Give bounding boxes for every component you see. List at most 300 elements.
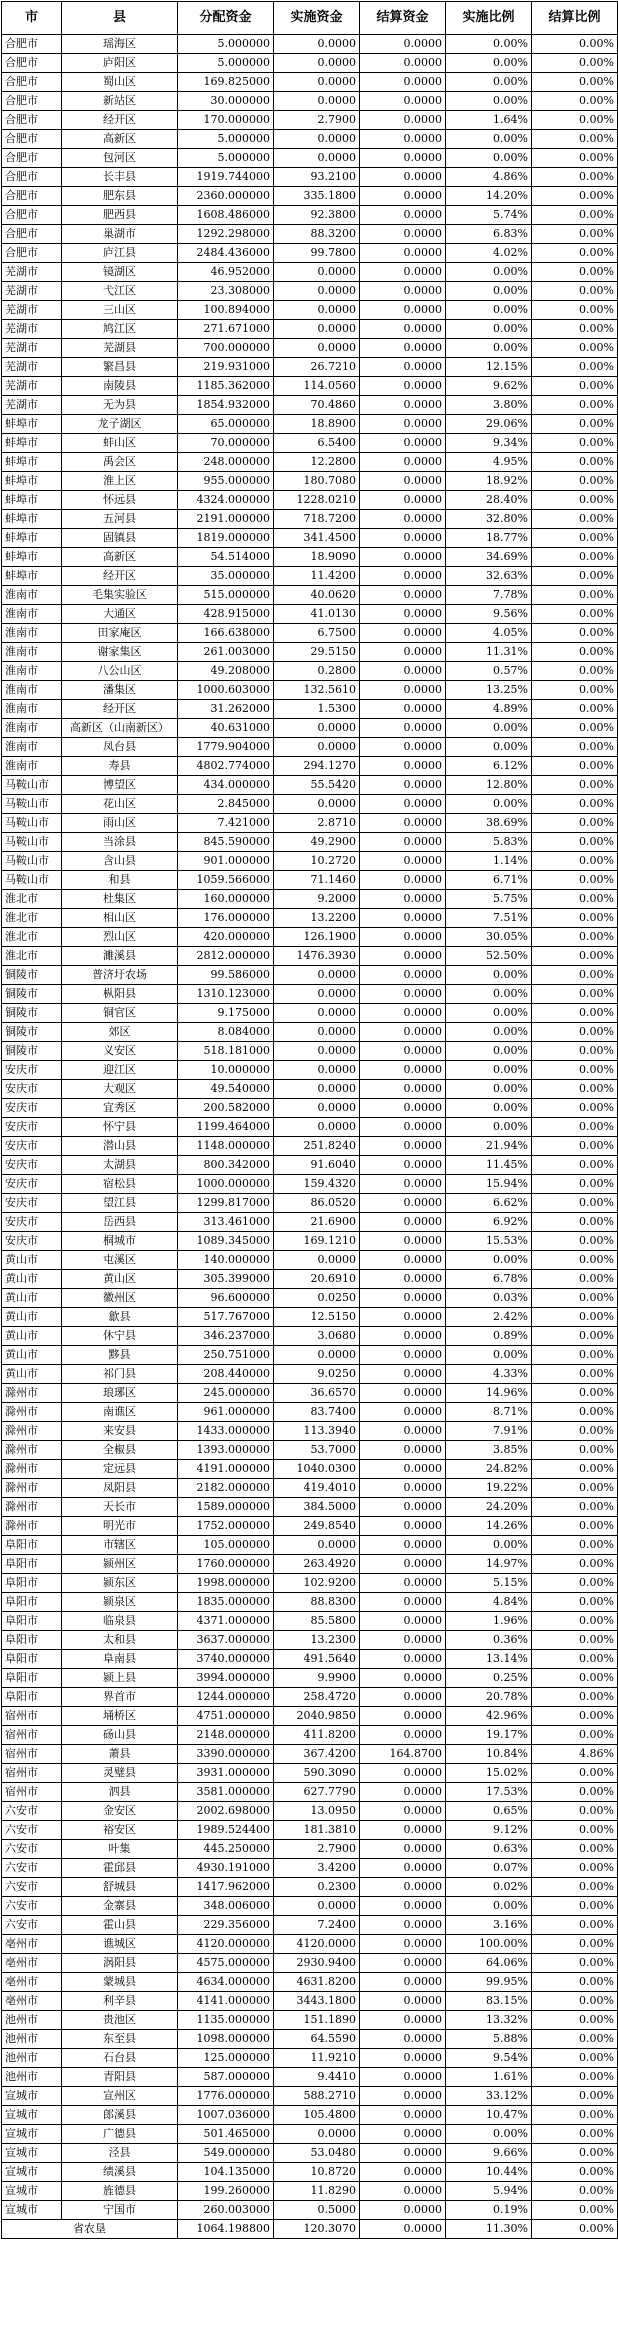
cell-settled: 0.0000 — [360, 491, 446, 510]
cell-settle-ratio: 0.00% — [532, 92, 618, 111]
cell-settle-ratio: 0.00% — [532, 1574, 618, 1593]
cell-city: 芜湖市 — [2, 396, 62, 415]
cell-impl-ratio: 1.96% — [446, 1612, 532, 1631]
cell-allocated: 3994.000000 — [178, 1669, 274, 1688]
cell-implemented: 70.4860 — [274, 396, 360, 415]
cell-impl-ratio: 0.00% — [446, 282, 532, 301]
cell-implemented: 11.8290 — [274, 2182, 360, 2201]
cell-impl-ratio: 8.71% — [446, 1403, 532, 1422]
cell-settle-ratio: 0.00% — [532, 833, 618, 852]
cell-allocated: 1835.000000 — [178, 1593, 274, 1612]
table-row — [2, 149, 618, 168]
cell-settle-ratio: 0.00% — [532, 1650, 618, 1669]
cell-impl-ratio: 24.82% — [446, 1460, 532, 1479]
cell-settled: 0.0000 — [360, 1821, 446, 1840]
cell-settled: 0.0000 — [360, 719, 446, 738]
cell-county: 石台县 — [62, 2049, 178, 2068]
cell-settle-ratio: 0.00% — [532, 1213, 618, 1232]
cell-settle-ratio: 0.00% — [532, 35, 618, 54]
cell-implemented: 411.8200 — [274, 1726, 360, 1745]
cell-settled: 0.0000 — [360, 966, 446, 985]
cell-settle-ratio: 0.00% — [532, 1118, 618, 1137]
cell-allocated: 3740.000000 — [178, 1650, 274, 1669]
cell-city: 黄山市 — [2, 1289, 62, 1308]
cell-implemented: 85.5800 — [274, 1612, 360, 1631]
table-row — [2, 1650, 618, 1669]
cell-city: 六安市 — [2, 1840, 62, 1859]
cell-allocated: 229.356000 — [178, 1916, 274, 1935]
cell-city: 六安市 — [2, 1878, 62, 1897]
cell-city: 黄山市 — [2, 1365, 62, 1384]
cell-settled: 0.0000 — [360, 2182, 446, 2201]
cell-county: 郊区 — [62, 1023, 178, 1042]
cell-city: 淮南市 — [2, 605, 62, 624]
cell-settle-ratio: 0.00% — [532, 643, 618, 662]
table-row — [2, 301, 618, 320]
cell-allocated: 70.000000 — [178, 434, 274, 453]
cell-impl-ratio: 9.54% — [446, 2049, 532, 2068]
cell-settled: 0.0000 — [360, 1270, 446, 1289]
cell-settled: 0.0000 — [360, 700, 446, 719]
cell-implemented: 26.7210 — [274, 358, 360, 377]
cell-implemented: 491.5640 — [274, 1650, 360, 1669]
table-row — [2, 2144, 618, 2163]
cell-implemented: 263.4920 — [274, 1555, 360, 1574]
table-row — [2, 966, 618, 985]
cell-county: 岳西县 — [62, 1213, 178, 1232]
cell-implemented: 0.0000 — [274, 1042, 360, 1061]
cell-implemented: 99.7800 — [274, 244, 360, 263]
cell-allocated: 4634.000000 — [178, 1973, 274, 1992]
cell-implemented: 9.0250 — [274, 1365, 360, 1384]
cell-city: 铜陵市 — [2, 966, 62, 985]
table-row — [2, 909, 618, 928]
cell-city: 池州市 — [2, 2011, 62, 2030]
cell-settle-ratio: 0.00% — [532, 1631, 618, 1650]
cell-impl-ratio: 10.47% — [446, 2106, 532, 2125]
cell-settled: 0.0000 — [360, 909, 446, 928]
cell-allocated: 1059.566000 — [178, 871, 274, 890]
table-row — [2, 1042, 618, 1061]
cell-total-impl-ratio: 11.30% — [446, 2220, 532, 2239]
cell-settle-ratio: 0.00% — [532, 795, 618, 814]
cell-county: 霍山县 — [62, 1916, 178, 1935]
table-row — [2, 244, 618, 263]
cell-settled: 0.0000 — [360, 985, 446, 1004]
cell-allocated: 845.590000 — [178, 833, 274, 852]
cell-settled: 0.0000 — [360, 662, 446, 681]
cell-settle-ratio: 0.00% — [532, 2087, 618, 2106]
cell-city: 宿州市 — [2, 1707, 62, 1726]
cell-city: 亳州市 — [2, 1992, 62, 2011]
table-row — [2, 1061, 618, 1080]
cell-allocated: 1299.817000 — [178, 1194, 274, 1213]
cell-implemented: 4120.0000 — [274, 1935, 360, 1954]
cell-allocated: 4371.000000 — [178, 1612, 274, 1631]
cell-implemented: 0.2300 — [274, 1878, 360, 1897]
cell-city: 安庆市 — [2, 1194, 62, 1213]
cell-county: 蒙城县 — [62, 1973, 178, 1992]
cell-county: 歙县 — [62, 1308, 178, 1327]
cell-allocated: 5.000000 — [178, 54, 274, 73]
cell-impl-ratio: 15.02% — [446, 1764, 532, 1783]
cell-implemented: 83.7400 — [274, 1403, 360, 1422]
cell-allocated: 4324.000000 — [178, 491, 274, 510]
cell-county: 天长市 — [62, 1498, 178, 1517]
cell-allocated: 260.003000 — [178, 2201, 274, 2220]
cell-allocated: 348.006000 — [178, 1897, 274, 1916]
cell-city: 芜湖市 — [2, 263, 62, 282]
cell-county: 叶集 — [62, 1840, 178, 1859]
cell-allocated: 1760.000000 — [178, 1555, 274, 1574]
cell-county: 颍泉区 — [62, 1593, 178, 1612]
cell-settled: 0.0000 — [360, 1726, 446, 1745]
cell-allocated: 1199.464000 — [178, 1118, 274, 1137]
cell-settled: 0.0000 — [360, 1213, 446, 1232]
cell-settled: 0.0000 — [360, 947, 446, 966]
cell-impl-ratio: 0.00% — [446, 130, 532, 149]
cell-implemented: 258.4720 — [274, 1688, 360, 1707]
cell-allocated: 10.000000 — [178, 1061, 274, 1080]
cell-county: 庐江县 — [62, 244, 178, 263]
cell-settle-ratio: 0.00% — [532, 244, 618, 263]
cell-implemented: 4631.8200 — [274, 1973, 360, 1992]
cell-impl-ratio: 7.91% — [446, 1422, 532, 1441]
table-row — [2, 643, 618, 662]
cell-county: 谢家集区 — [62, 643, 178, 662]
cell-implemented: 0.0000 — [274, 1004, 360, 1023]
cell-county: 颍东区 — [62, 1574, 178, 1593]
cell-settled: 0.0000 — [360, 35, 446, 54]
cell-allocated: 346.237000 — [178, 1327, 274, 1346]
cell-county: 阜南县 — [62, 1650, 178, 1669]
cell-impl-ratio: 0.00% — [446, 339, 532, 358]
cell-city: 蚌埠市 — [2, 567, 62, 586]
cell-settle-ratio: 0.00% — [532, 890, 618, 909]
cell-allocated: 3390.000000 — [178, 1745, 274, 1764]
cell-settled: 0.0000 — [360, 1498, 446, 1517]
cell-implemented: 294.1270 — [274, 757, 360, 776]
cell-city: 蚌埠市 — [2, 510, 62, 529]
cell-settled: 0.0000 — [360, 1004, 446, 1023]
cell-implemented: 0.0000 — [274, 73, 360, 92]
table-row — [2, 700, 618, 719]
cell-city: 淮南市 — [2, 624, 62, 643]
cell-impl-ratio: 30.05% — [446, 928, 532, 947]
cell-allocated: 1779.904000 — [178, 738, 274, 757]
cell-county: 屯溪区 — [62, 1251, 178, 1270]
cell-impl-ratio: 32.63% — [446, 567, 532, 586]
cell-city: 铜陵市 — [2, 1042, 62, 1061]
table-row — [2, 358, 618, 377]
cell-settle-ratio: 0.00% — [532, 1764, 618, 1783]
cell-settle-ratio: 0.00% — [532, 2163, 618, 2182]
cell-allocated: 245.000000 — [178, 1384, 274, 1403]
cell-impl-ratio: 4.05% — [446, 624, 532, 643]
cell-county: 潜山县 — [62, 1137, 178, 1156]
cell-settle-ratio: 0.00% — [532, 1251, 618, 1270]
table-row — [2, 1498, 618, 1517]
cell-settle-ratio: 0.00% — [532, 909, 618, 928]
cell-settle-ratio: 0.00% — [532, 1897, 618, 1916]
cell-settled: 0.0000 — [360, 282, 446, 301]
cell-implemented: 181.3810 — [274, 1821, 360, 1840]
cell-implemented: 384.5000 — [274, 1498, 360, 1517]
cell-impl-ratio: 21.94% — [446, 1137, 532, 1156]
cell-allocated: 1752.000000 — [178, 1517, 274, 1536]
cell-implemented: 6.5400 — [274, 434, 360, 453]
cell-implemented: 0.0000 — [274, 1897, 360, 1916]
cell-county: 弋江区 — [62, 282, 178, 301]
cell-city: 阜阳市 — [2, 1669, 62, 1688]
cell-allocated: 49.540000 — [178, 1080, 274, 1099]
cell-settled: 0.0000 — [360, 1099, 446, 1118]
cell-settle-ratio: 0.00% — [532, 320, 618, 339]
cell-county: 怀远县 — [62, 491, 178, 510]
table-row — [2, 1137, 618, 1156]
cell-implemented: 159.4320 — [274, 1175, 360, 1194]
cell-implemented: 0.0000 — [274, 719, 360, 738]
cell-impl-ratio: 18.92% — [446, 472, 532, 491]
cell-settled: 0.0000 — [360, 1878, 446, 1897]
cell-settled: 0.0000 — [360, 1251, 446, 1270]
cell-city: 宣城市 — [2, 2125, 62, 2144]
cell-impl-ratio: 0.00% — [446, 54, 532, 73]
cell-impl-ratio: 0.63% — [446, 1840, 532, 1859]
cell-settled: 0.0000 — [360, 2049, 446, 2068]
cell-city: 滁州市 — [2, 1498, 62, 1517]
table-row — [2, 1669, 618, 1688]
cell-county: 来安县 — [62, 1422, 178, 1441]
cell-allocated: 8.084000 — [178, 1023, 274, 1042]
cell-allocated: 125.000000 — [178, 2049, 274, 2068]
cell-city: 淮南市 — [2, 586, 62, 605]
cell-county: 泾县 — [62, 2144, 178, 2163]
cell-implemented: 0.0000 — [274, 339, 360, 358]
cell-county: 临泉县 — [62, 1612, 178, 1631]
table-row — [2, 1897, 618, 1916]
table-row — [2, 1859, 618, 1878]
cell-settle-ratio: 0.00% — [532, 1023, 618, 1042]
table-row — [2, 1954, 618, 1973]
cell-settle-ratio: 0.00% — [532, 1460, 618, 1479]
cell-settled: 0.0000 — [360, 2087, 446, 2106]
cell-settle-ratio: 0.00% — [532, 1156, 618, 1175]
table-row — [2, 1878, 618, 1897]
cell-implemented: 0.0000 — [274, 1536, 360, 1555]
cell-allocated: 176.000000 — [178, 909, 274, 928]
cell-county: 潘集区 — [62, 681, 178, 700]
cell-city: 合肥市 — [2, 92, 62, 111]
table-row — [2, 396, 618, 415]
cell-implemented: 0.5000 — [274, 2201, 360, 2220]
cell-implemented: 105.4800 — [274, 2106, 360, 2125]
cell-allocated: 501.465000 — [178, 2125, 274, 2144]
cell-settled: 0.0000 — [360, 548, 446, 567]
cell-settled: 0.0000 — [360, 415, 446, 434]
cell-impl-ratio: 15.94% — [446, 1175, 532, 1194]
cell-impl-ratio: 13.14% — [446, 1650, 532, 1669]
cell-county: 普济圩农场 — [62, 966, 178, 985]
cell-allocated: 1433.000000 — [178, 1422, 274, 1441]
table-row — [2, 263, 618, 282]
table-row — [2, 1992, 618, 2011]
cell-impl-ratio: 6.78% — [446, 1270, 532, 1289]
cell-allocated: 1000.000000 — [178, 1175, 274, 1194]
cell-settle-ratio: 0.00% — [532, 187, 618, 206]
cell-county: 含山县 — [62, 852, 178, 871]
table-row — [2, 73, 618, 92]
cell-county: 望江县 — [62, 1194, 178, 1213]
cell-county: 五河县 — [62, 510, 178, 529]
cell-settled: 0.0000 — [360, 1118, 446, 1137]
cell-settle-ratio: 0.00% — [532, 1935, 618, 1954]
cell-allocated: 100.894000 — [178, 301, 274, 320]
cell-allocated: 140.000000 — [178, 1251, 274, 1270]
table-row — [2, 1479, 618, 1498]
table-row — [2, 586, 618, 605]
cell-impl-ratio: 14.20% — [446, 187, 532, 206]
cell-county: 颍州区 — [62, 1555, 178, 1574]
cell-settle-ratio: 0.00% — [532, 700, 618, 719]
cell-settle-ratio: 0.00% — [532, 852, 618, 871]
cell-impl-ratio: 0.00% — [446, 73, 532, 92]
cell-impl-ratio: 6.83% — [446, 225, 532, 244]
cell-settle-ratio: 0.00% — [532, 1099, 618, 1118]
cell-city: 铜陵市 — [2, 1004, 62, 1023]
cell-city: 阜阳市 — [2, 1555, 62, 1574]
table-row — [2, 1023, 618, 1042]
cell-allocated: 2484.436000 — [178, 244, 274, 263]
cell-impl-ratio: 0.00% — [446, 263, 532, 282]
cell-settled: 0.0000 — [360, 1308, 446, 1327]
table-row — [2, 453, 618, 472]
cell-county: 无为县 — [62, 396, 178, 415]
cell-allocated: 23.308000 — [178, 282, 274, 301]
cell-impl-ratio: 4.95% — [446, 453, 532, 472]
cell-implemented: 55.5420 — [274, 776, 360, 795]
cell-settled: 0.0000 — [360, 1156, 446, 1175]
table-row — [2, 1175, 618, 1194]
cell-total-label: 省农垦 — [2, 2220, 178, 2239]
cell-implemented: 40.0620 — [274, 586, 360, 605]
cell-settled: 0.0000 — [360, 1517, 446, 1536]
cell-settle-ratio: 0.00% — [532, 1384, 618, 1403]
cell-settle-ratio: 0.00% — [532, 282, 618, 301]
cell-impl-ratio: 34.69% — [446, 548, 532, 567]
cell-impl-ratio: 5.83% — [446, 833, 532, 852]
cell-settled: 0.0000 — [360, 1346, 446, 1365]
cell-settle-ratio: 0.00% — [532, 510, 618, 529]
header-implementation-ratio: 实施比例 — [446, 2, 532, 35]
cell-settled: 0.0000 — [360, 1916, 446, 1935]
cell-city: 合肥市 — [2, 225, 62, 244]
cell-city: 淮南市 — [2, 681, 62, 700]
cell-city: 铜陵市 — [2, 1023, 62, 1042]
cell-city: 淮南市 — [2, 719, 62, 738]
cell-city: 淮南市 — [2, 757, 62, 776]
cell-settle-ratio: 0.00% — [532, 1403, 618, 1422]
cell-allocated: 1185.362000 — [178, 377, 274, 396]
table-row — [2, 605, 618, 624]
cell-implemented: 11.4200 — [274, 567, 360, 586]
cell-city: 阜阳市 — [2, 1612, 62, 1631]
table-row — [2, 1935, 618, 1954]
cell-impl-ratio: 29.06% — [446, 415, 532, 434]
cell-settled: 0.0000 — [360, 1460, 446, 1479]
cell-settle-ratio: 0.00% — [532, 130, 618, 149]
cell-implemented: 36.6570 — [274, 1384, 360, 1403]
cell-implemented: 53.7000 — [274, 1441, 360, 1460]
cell-impl-ratio: 0.00% — [446, 320, 532, 339]
cell-impl-ratio: 12.15% — [446, 358, 532, 377]
cell-impl-ratio: 13.25% — [446, 681, 532, 700]
cell-allocated: 2148.000000 — [178, 1726, 274, 1745]
table-row — [2, 681, 618, 700]
cell-settled: 0.0000 — [360, 757, 446, 776]
cell-allocated: 169.825000 — [178, 73, 274, 92]
cell-implemented: 335.1800 — [274, 187, 360, 206]
cell-implemented: 0.0000 — [274, 149, 360, 168]
header-settled-funds: 结算资金 — [360, 2, 446, 35]
cell-allocated: 1148.000000 — [178, 1137, 274, 1156]
cell-settle-ratio: 0.00% — [532, 1289, 618, 1308]
cell-impl-ratio: 42.96% — [446, 1707, 532, 1726]
cell-settle-ratio: 0.00% — [532, 871, 618, 890]
cell-settled: 0.0000 — [360, 2011, 446, 2030]
cell-implemented: 41.0130 — [274, 605, 360, 624]
cell-implemented: 0.0000 — [274, 320, 360, 339]
cell-settle-ratio: 0.00% — [532, 2201, 618, 2220]
table-row — [2, 2182, 618, 2201]
header-row — [2, 2, 618, 35]
cell-allocated: 3637.000000 — [178, 1631, 274, 1650]
cell-allocated: 2002.698000 — [178, 1802, 274, 1821]
cell-city: 亳州市 — [2, 1935, 62, 1954]
cell-impl-ratio: 0.00% — [446, 92, 532, 111]
cell-allocated: 1393.000000 — [178, 1441, 274, 1460]
cell-implemented: 0.0000 — [274, 1118, 360, 1137]
cell-allocated: 31.262000 — [178, 700, 274, 719]
cell-settled: 0.0000 — [360, 643, 446, 662]
table-row — [2, 1004, 618, 1023]
cell-impl-ratio: 100.00% — [446, 1935, 532, 1954]
cell-settle-ratio: 0.00% — [532, 1840, 618, 1859]
cell-implemented: 114.0560 — [274, 377, 360, 396]
table-body — [2, 35, 618, 2239]
cell-settled: 0.0000 — [360, 1175, 446, 1194]
cell-county: 雨山区 — [62, 814, 178, 833]
cell-county: 相山区 — [62, 909, 178, 928]
cell-allocated: 7.421000 — [178, 814, 274, 833]
cell-implemented: 0.0000 — [274, 1099, 360, 1118]
cell-allocated: 1244.000000 — [178, 1688, 274, 1707]
cell-impl-ratio: 0.57% — [446, 662, 532, 681]
table-row — [2, 1612, 618, 1631]
cell-implemented: 0.0000 — [274, 130, 360, 149]
cell-impl-ratio: 5.75% — [446, 890, 532, 909]
table-row — [2, 1745, 618, 1764]
cell-impl-ratio: 0.00% — [446, 985, 532, 1004]
cell-allocated: 199.260000 — [178, 2182, 274, 2201]
cell-county: 利辛县 — [62, 1992, 178, 2011]
cell-settle-ratio: 4.86% — [532, 1745, 618, 1764]
cell-impl-ratio: 0.00% — [446, 1536, 532, 1555]
cell-settle-ratio: 0.00% — [532, 985, 618, 1004]
cell-settled: 0.0000 — [360, 1422, 446, 1441]
cell-settle-ratio: 0.00% — [532, 2011, 618, 2030]
cell-settle-ratio: 0.00% — [532, 415, 618, 434]
